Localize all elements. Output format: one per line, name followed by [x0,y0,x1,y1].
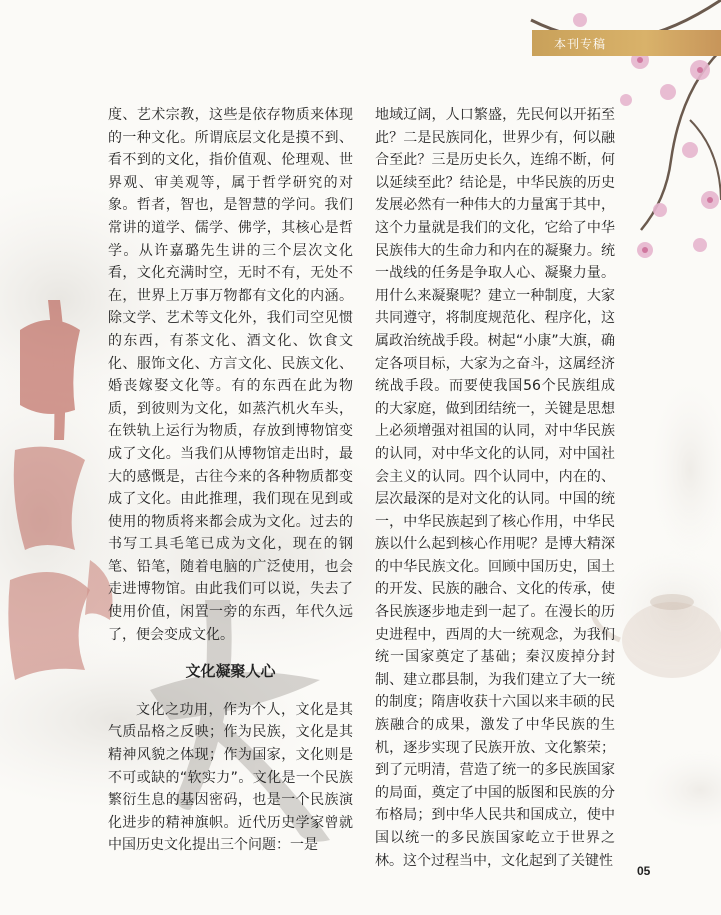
page-number: 05 [637,864,651,878]
left-paragraph-1: 度、艺术宗教，这些是依存物质来体现的一种文化。所谓底层文化是摸不到、看不到的文化，指价值观、伦理观、世界观、审美观等，属于哲学研究的对象。哲者，智也，是智慧的学问。我们常讲的道学、儒学、佛学，其核心是哲学。从许嘉璐先生讲的三个层次文化看，文化充满时空，无时不有，无处不在，世界上万事万物都有文化的内涵。除文学、艺术等文化外，我们司空见惯的东西，有茶文化、酒文化、饮食文化、服饰文化、方言文化、民族文化、婚丧嫁娶文化等。有的东西在此为物质，到彼则为文化，如蒸汽机火车头，在铁轨上运行为物质，存放到博物馆变成了文化。当我们从博物馆走出时，最大的感慨是，古往今来的各种物质都变成了文化。由此推理，我们现在见到或使用的物质将来都会成为文化。过去的书写工具毛笔已成为文化，现在的钢笔、铅笔，随着电脑的广泛使用，也会走进博物馆。由此我们可以说，失去了使用价值，闲置一旁的东西，年代久远了，便会变成文化。 [108,107,353,643]
section-tag [532,30,721,56]
left-paragraph-2: 文化之功用，作为个人，文化是其气质品格之反映；作为民族，文化是其精神风貌之体现；作为国家，文化则是不可或缺的“软实力”。文化是一个民族繁衍生息的基因密码，也是一个民族演化进步的精神旗帜。近代历史学家曾就中国历史文化提出三个问题：一是 [108,701,353,854]
section-heading: 文化凝聚人心 [185,662,276,681]
left-column [108,104,353,857]
right-paragraph-1: 地域辽阔，人口繁盛，先民何以开拓至此？二是民族同化，世界少有，何以融合至此？三是历史长久，连绵不断，何以延续至此？结论是，中华民族的历史发展必然有一种伟大的力量寓于其中，这个力量就是我们的文化，它给了中华民族伟大的生命力和内在的凝聚力。统一战线的任务是争取人心、凝聚力量。用什么来凝聚呢？建立一种制度，大家共同遵守，将制度规范化、程序化，这属政治统战手段。树起“小康”大旗，确定各项目标，大家为之奋斗，这属经济统战手段。而要使我国56个民族组成的大家庭，做到团结统一，关键是思想上必须增强对祖国的认同，对中华民族的认同，对中华文化的认同，对中国社会主义的认同。四个认同中，内在的、层次最深的是对文化的认同。中国的统一，中华民族起到了核心作用，中华民族以什么起到核心作用呢？是博大精深的中华民族文化。回顾中国历史，国土的开发、民族的融合、文化的传承，使各民族逐步地走到一起了。在漫长的历史进程中，西周的大一统观念，为我们统一国家奠定了基础；秦汉废掉分封制、建立郡县制，为我们建立了大一统的制度；隋唐收获十六国以来丰硕的民族融合的成果，激发了中华民族的生机，逐步实现了民族开放、文化繁荣；到了元明清，营造了统一的多民族国家的局面，奠定了中国的版图和民族的分布格局；到中华人民共和国成立，使中国以统一的多民族国家屹立于世界之林。这个过程当中，文化起到了关键性 [375,107,615,869]
section-tag-label: 本刊专稿 [554,36,607,51]
right-column [375,104,615,872]
